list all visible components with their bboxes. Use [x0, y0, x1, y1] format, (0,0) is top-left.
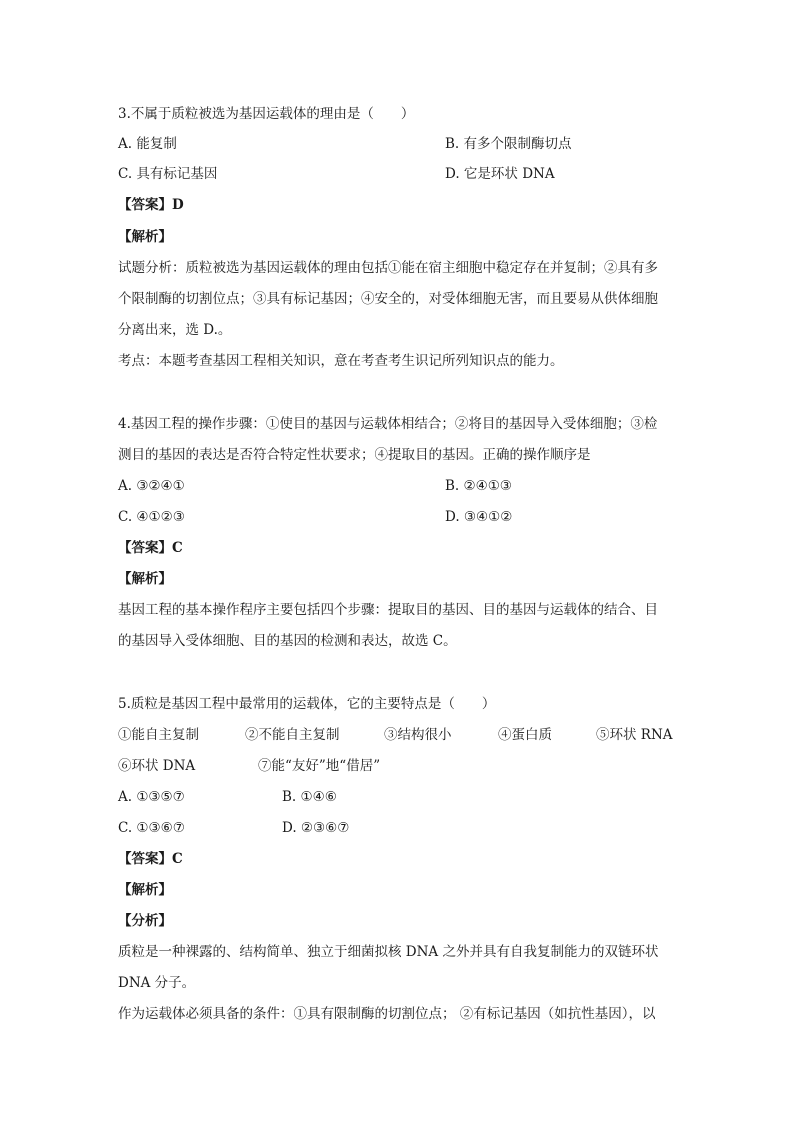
q5-option-d: D. ②③⑥⑦	[282, 820, 350, 836]
q4-analysis-line: 基因工程的基本操作程序主要包括四个步骤：提取目的基因、目的基因与运载体的结合、目	[118, 602, 658, 618]
q4-stem-line: 4.基因工程的操作步骤：①使目的基因与运载体相结合；②将目的基因导入受体细胞；③检	[118, 416, 658, 432]
q5-item-3: ③结构很小	[384, 727, 452, 743]
q3-analysis-line: 个限制酶的切割位点；③具有标记基因；④安全的，对受体细胞无害，而且要易从供体细胞	[118, 291, 658, 307]
q5-stem: 5.质粒是基因工程中最常用的运载体，它的主要特点是（ ）	[118, 696, 496, 712]
q3-answer: 【答案】D	[118, 197, 184, 213]
q5-fenxi-line: DNA 分子。	[118, 975, 196, 991]
q4-analysis-line: 的基因导入受体细胞、目的基因的检测和表达，故选 C。	[118, 633, 457, 649]
q3-analysis-line: 试题分析：质粒被选为基因运载体的理由包括①能在宿主细胞中稳定存在并复制；②具有多	[118, 260, 658, 276]
q4-option-c: C. ④①②③	[118, 509, 185, 525]
q5-option-b: B. ①④⑥	[282, 789, 337, 805]
q4-stem-line: 测目的基因的表达是否符合特定性状要求；④提取目的基因。正确的操作顺序是	[118, 447, 591, 463]
q5-item-4: ④蛋白质	[498, 727, 552, 743]
q5-analysis-heading: 【解析】	[118, 882, 172, 898]
q5-item-5: ⑤环状 RNA	[596, 727, 673, 743]
q3-option-a: A. 能复制	[118, 136, 177, 152]
q3-analysis-line: 分离出来，选 D.。	[118, 322, 232, 338]
q4-analysis-heading: 【解析】	[118, 571, 172, 587]
q5-option-a: A. ①③⑤⑦	[118, 789, 185, 805]
q5-fenxi-line: 质粒是一种裸露的、结构简单、独立于细菌拟核 DNA 之外并具有自我复制能力的双链环状	[118, 944, 659, 960]
q5-option-c: C. ①③⑥⑦	[118, 820, 185, 836]
q4-answer: 【答案】C	[118, 540, 183, 556]
q5-fenxi-line: 作为运载体必须具备的条件：①具有限制酶的切割位点； ②有标记基因（如抗性基因），以	[118, 1006, 656, 1022]
q5-item-7: ⑦能“友好”地“借居”	[258, 758, 381, 774]
q5-fenxi-heading: 【分析】	[118, 913, 172, 929]
q4-option-d: D. ③④①②	[445, 509, 513, 525]
q5-item-1: ①能自主复制	[118, 727, 199, 743]
q3-option-c: C. 具有标记基因	[118, 166, 218, 182]
q5-item-2: ②不能自主复制	[245, 727, 340, 743]
q3-analysis-heading: 【解析】	[118, 229, 172, 245]
q5-item-6: ⑥环状 DNA	[118, 758, 196, 774]
q3-option-b: B. 有多个限制酶切点	[445, 136, 572, 152]
q4-option-a: A. ③②④①	[118, 478, 185, 494]
q3-kaodian: 考点：本题考查基因工程相关知识，意在考查考生识记所列知识点的能力。	[118, 353, 564, 369]
q4-option-b: B. ②④①③	[445, 478, 512, 494]
q3-stem: 3.不属于质粒被选为基因运载体的理由是（ ）	[118, 106, 415, 122]
q3-option-d: D. 它是环状 DNA	[445, 166, 555, 182]
q5-answer: 【答案】C	[118, 851, 183, 867]
